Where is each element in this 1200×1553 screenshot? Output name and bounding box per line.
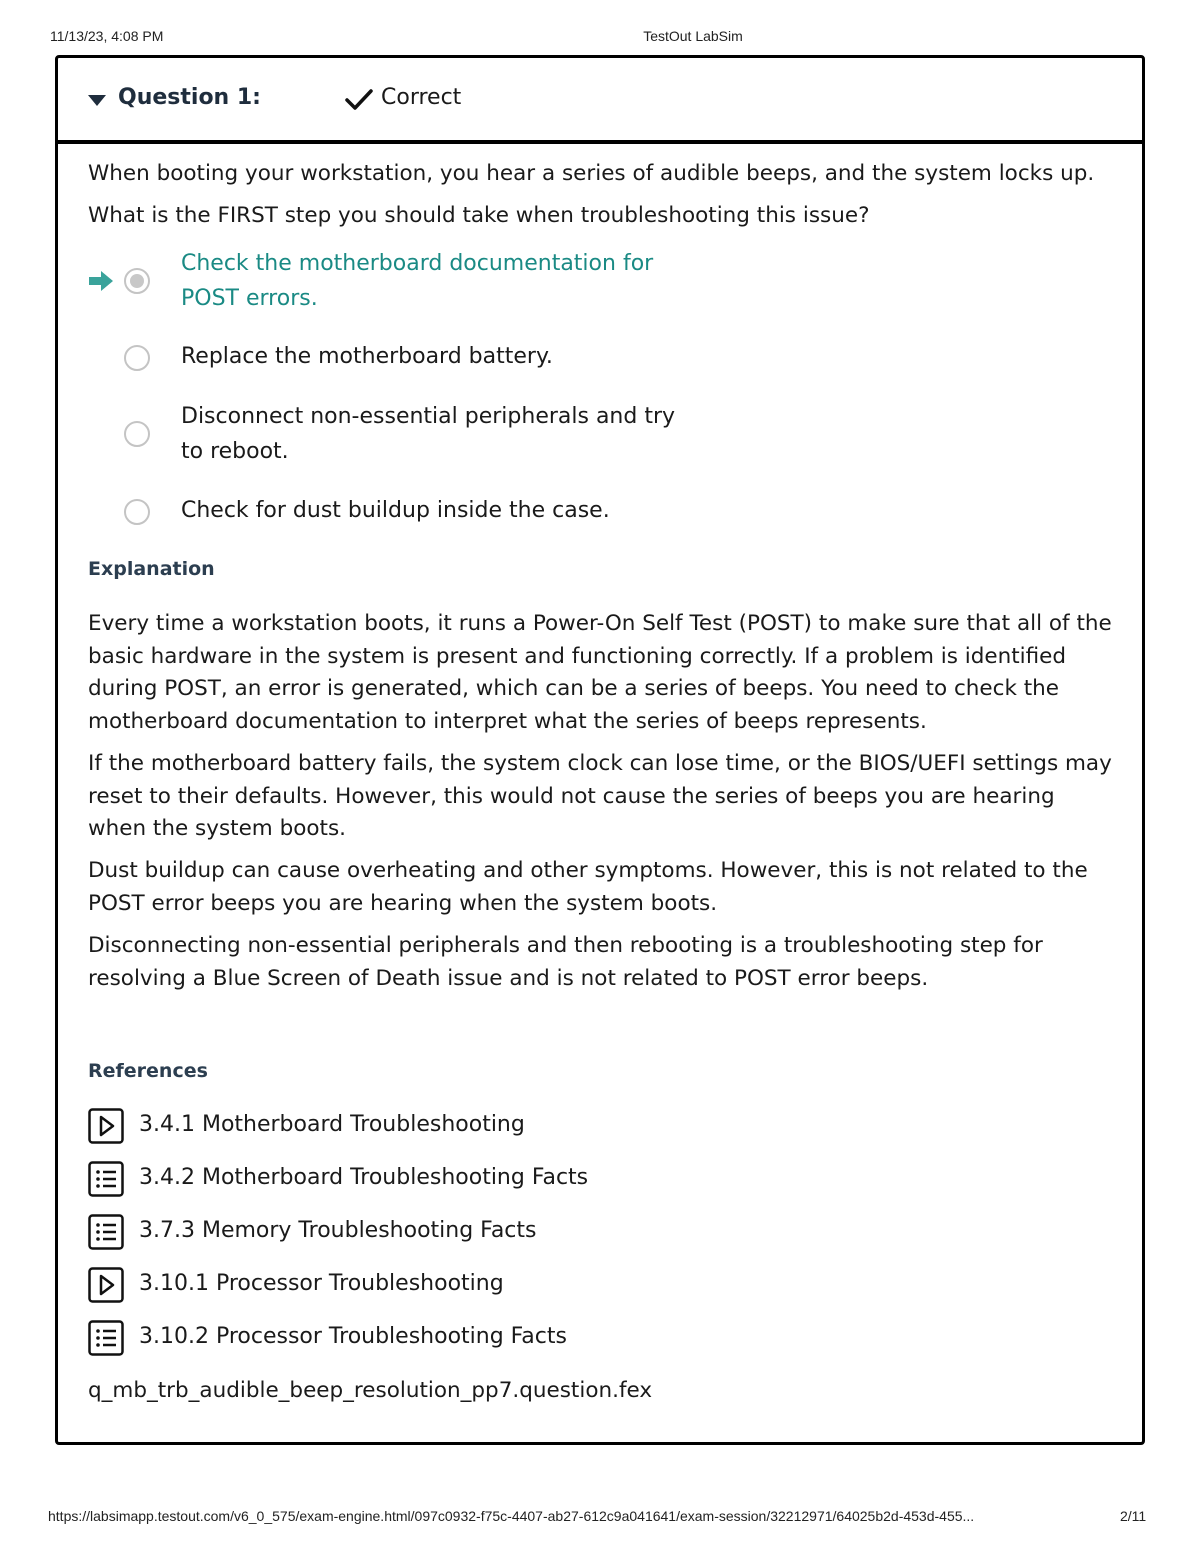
reference-link[interactable] xyxy=(88,1214,788,1254)
answer-radio[interactable] xyxy=(124,421,150,447)
facts-list-icon xyxy=(88,1161,124,1197)
question-title: Question 1: xyxy=(118,85,261,110)
answer-radio[interactable] xyxy=(124,499,150,525)
video-play-icon xyxy=(88,1108,124,1144)
question-stem-line-2: What is the FIRST step you should take when troubleshooting this issue? xyxy=(88,203,870,228)
reference-link[interactable] xyxy=(88,1108,788,1148)
explanation-heading: Explanation xyxy=(88,558,215,580)
explanation-paragraph: Dust buildup can cause overheating and other symptoms. However, this is not related to the POST error beeps you are hearing when the system boots. xyxy=(88,858,1088,916)
caret-down-icon[interactable] xyxy=(88,95,106,106)
reference-link[interactable] xyxy=(88,1320,788,1360)
question-file-name: q_mb_trb_audible_beep_resolution_pp7.question.fex xyxy=(88,1378,653,1403)
reference-label: 3.10.1 Processor Troubleshooting xyxy=(139,1271,504,1296)
explanation-paragraph: Every time a workstation boots, it runs a Power-On Self Test (POST) to make sure that all of the basic hardware in the system is present and functioning correctly. If a problem is identified during POST, an error is generated, which can be a series of beeps. You need to check the motherboard documentation to interpret what the series of beeps represents. xyxy=(88,611,1112,734)
reference-label: 3.7.3 Memory Troubleshooting Facts xyxy=(139,1218,537,1243)
facts-list-icon xyxy=(88,1214,124,1250)
print-header xyxy=(0,28,1200,48)
answer-option-text: Disconnect non-essential peripherals and try to reboot. xyxy=(181,404,676,464)
reference-label: 3.4.2 Motherboard Troubleshooting Facts xyxy=(139,1165,589,1190)
reference-link[interactable] xyxy=(88,1161,788,1201)
status-label: Correct xyxy=(381,85,462,110)
question-card xyxy=(55,55,1145,1445)
video-play-icon xyxy=(88,1267,124,1303)
print-url: https://labsimapp.testout.com/v6_0_575/exam-engine.html/097c0932-f75c-4407-ab27-612c9a041641/exam-session/32212971/64025b2d-453d-455... xyxy=(48,1508,975,1524)
selected-arrow-icon xyxy=(88,270,114,292)
reference-link[interactable] xyxy=(88,1267,788,1307)
answer-option-text: Check for dust buildup inside the case. xyxy=(181,498,610,523)
explanation-paragraph: If the motherboard battery fails, the system clock can lose time, or the BIOS/UEFI settings may reset to their defaults. However, this would not cause the series of beeps you are hearing when the system boots. xyxy=(88,751,1112,841)
answer-radio[interactable] xyxy=(124,345,150,371)
print-page-number: 2/11 xyxy=(1120,1508,1147,1524)
checkmark-icon xyxy=(345,88,373,112)
question-header[interactable] xyxy=(58,58,1142,144)
print-datetime: 11/13/23, 4:08 PM xyxy=(50,28,164,44)
print-page-title: TestOut LabSim xyxy=(643,28,743,44)
answer-option-text: Replace the motherboard battery. xyxy=(181,344,553,369)
explanation-paragraph: Disconnecting non-essential peripherals and then rebooting is a troubleshooting step for resolving a Blue Screen of Death issue and is not related to POST error beeps. xyxy=(88,933,1043,991)
reference-label: 3.4.1 Motherboard Troubleshooting xyxy=(139,1112,525,1137)
question-stem-line-1: When booting your workstation, you hear a series of audible beeps, and the system locks up. xyxy=(88,161,1095,186)
reference-label: 3.10.2 Processor Troubleshooting Facts xyxy=(139,1324,567,1349)
facts-list-icon xyxy=(88,1320,124,1356)
answer-option-text: Check the motherboard documentation for POST errors. xyxy=(181,251,654,311)
references-heading: References xyxy=(88,1060,208,1082)
answer-radio-selected[interactable] xyxy=(124,268,150,294)
